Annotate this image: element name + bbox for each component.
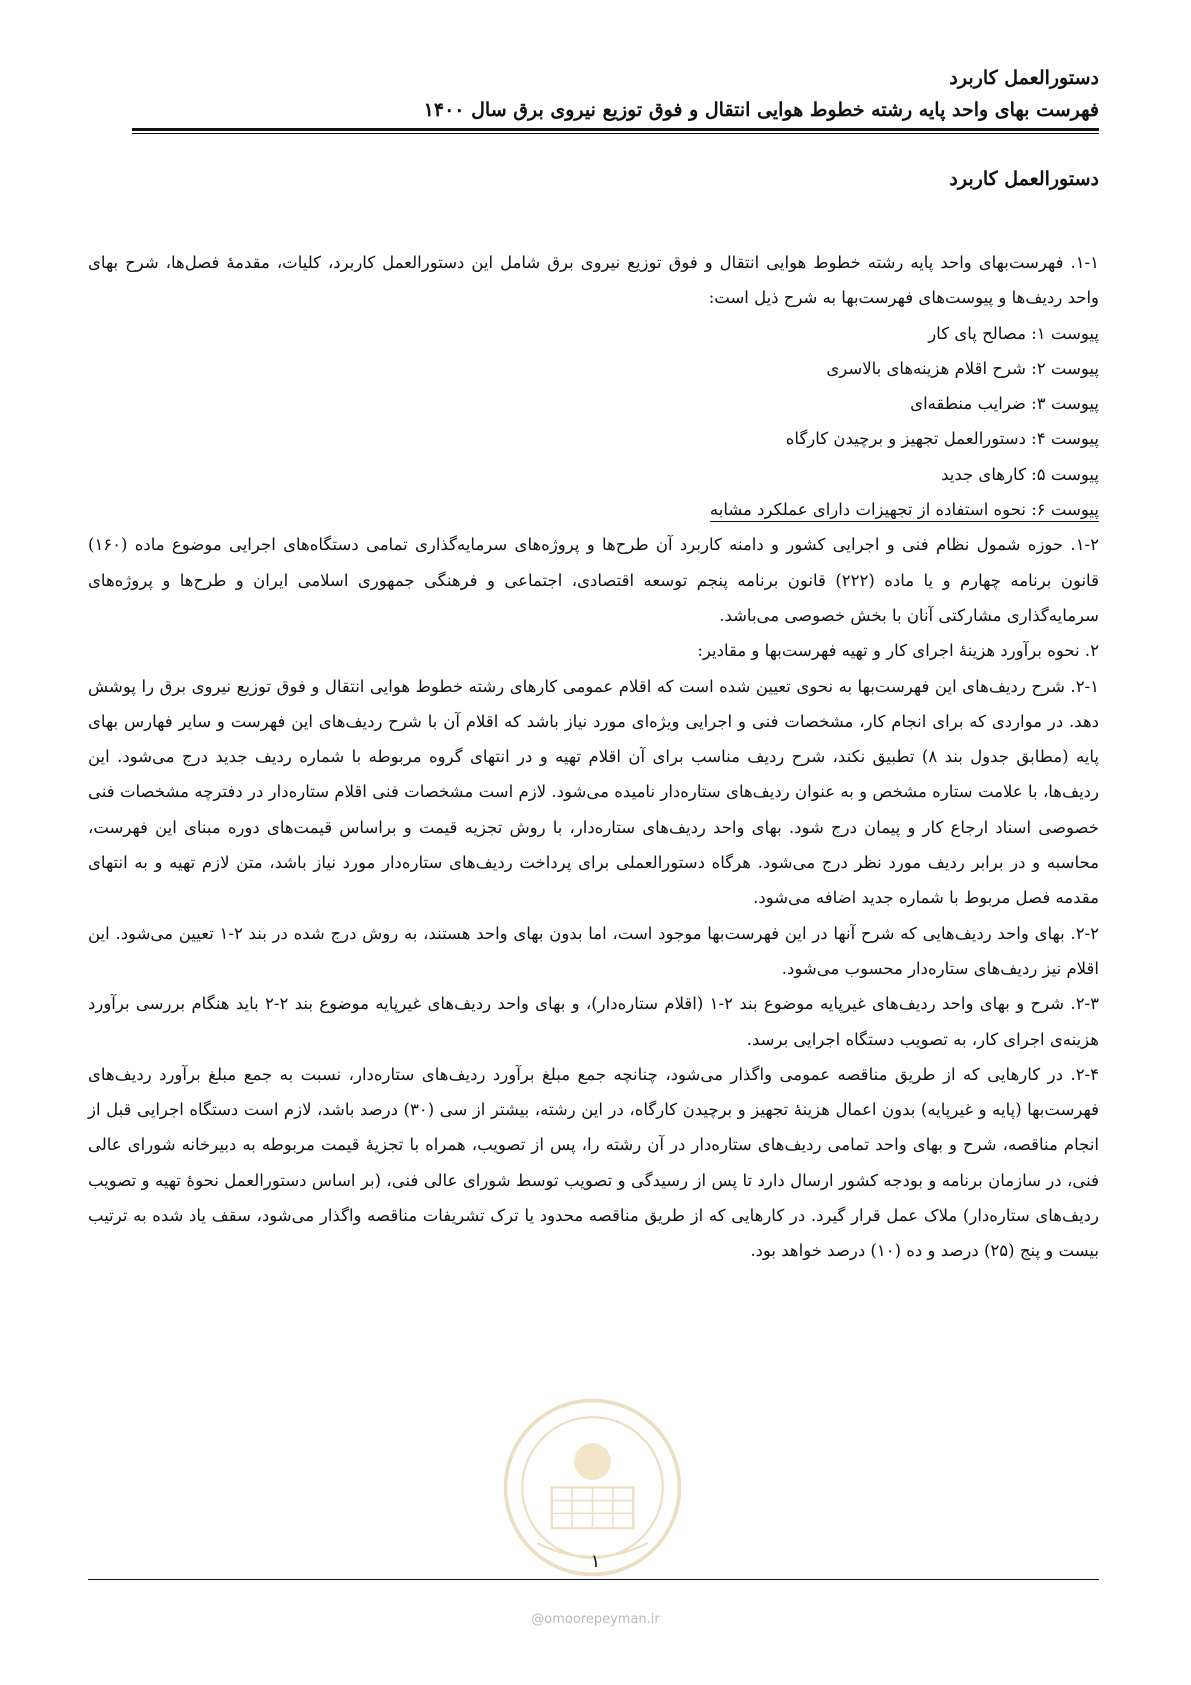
watermark-site-text: @omoorepeyman.ir: [531, 1612, 660, 1627]
annex-item-1: پیوست ۱: مصالح پای کار: [928, 323, 1099, 343]
paragraph-1-2: ۱-۲. حوزه شمول نظام فنی و اجرایی کشور و دامنه کاربرد آن طرح‌ها و پروژه‌های سرمایه‌گذاری تمامی دستگاه‌های اجرایی موضوع ماده (۱۶۰) قانون برنامه چهارم و یا ماده (۲۲۲) قانون برنامه پنجم توسعه اقتصادی، اجتماعی و فرهنگی جمهوری اسلامی ایران و طرح‌ها و پروژه‌های سرمایه‌گذاری مشارکتی آنان با بخش خصوصی می‌باشد.: [88, 535, 1099, 625]
paragraph-2-heading: ۲. نحوه برآورد هزینهٔ اجرای کار و تهیه فهرست‌بها و مقادیر:: [697, 641, 1099, 661]
annex-item-5: پیوست ۵: کارهای جدید: [941, 464, 1099, 484]
paragraph-2-3: ۲-۳. شرح و بهای واحد ردیف‌های غیرپایه موضوع بند ۲-۱ (اقلام ستاره‌دار)، و بهای واحد ردیف‌های غیرپایه موضوع بند ۲-۲ باید هنگام بررسی برآورد هزینه‌ی اجرای کار، به تصویب دستگاه اجرایی برسد.: [88, 994, 1099, 1049]
annex-item-4: پیوست ۴: دستورالعمل تجهیز و برچیدن کارگاه: [785, 429, 1099, 449]
annex-item-6-wrapper: [88, 492, 1099, 527]
paragraph-2-2: ۲-۲. بهای واحد ردیف‌هایی که شرح آنها در این فهرست‌بها موجود است، اما بدون بهای واحد هستند، به روش درج شده در بند ۲-۱ تعیین می‌شود. این اقلام نیز ردیف‌های ستاره‌دار محسوب می‌شود.: [88, 923, 1099, 978]
section-heading: دستورالعمل کاربرد: [949, 168, 1099, 190]
body-text: [88, 245, 1099, 1269]
footer-rule: [88, 1579, 1099, 1580]
header-title: دستورالعمل کاربرد: [949, 67, 1099, 89]
header-rule-thick: [132, 128, 1099, 131]
paragraph-1-1: ۱-۱. فهرست‌بهای واحد پایه رشته خطوط هوایی انتقال و فوق توزیع نیروی برق شامل این دستورالعمل کاربرد، کلیات، مقدمهٔ فصل‌ها، شرح بهای واحد ردیف‌ها و پیوست‌های فهرست‌بها به شرح ذیل است:: [88, 253, 1099, 308]
annex-item-2: پیوست ۲: شرح اقلام هزینه‌های بالاسری: [826, 358, 1099, 378]
running-header: [130, 62, 1099, 126]
header-subtitle: فهرست بهای واحد پایه رشته خطوط هوایی انتقال و فوق توزیع نیروی برق سال ۱۴۰۰: [423, 99, 1099, 121]
header-double-rule: [132, 128, 1099, 135]
page-number: ۱: [590, 1551, 601, 1572]
paragraph-2-1: ۲-۱. شرح ردیف‌های این فهرست‌بها به نحوی تعیین شده است که اقلام عمومی کارهای رشته خطوط هوایی انتقال و فوق توزیع نیروی برق را پوشش دهد. در مواردی که برای انجام کار، مشخصات فنی و اجرایی ویژه‌ای مورد نیاز باشد که اقلام آن با شرح ردیف‌های این فهرست و سایر فهارس بهای پایه (مطابق جدول بند ۸) تطبیق نکند، شرح ردیف مناسب برای آن اقلام تهیه و در انتهای گروه مربوطه با شماره ردیف جدید درج می‌شود. این ردیف‌ها، با علامت ستاره مشخص و به عنوان ردیف‌های ستاره‌دار نامیده می‌شود. لازم است مشخصات فنی اقلام ستاره‌دار در دفترچه مشخصات فنی خصوصی اسناد ارجاع کار و پیمان درج شود. بهای واحد ردیف‌های ستاره‌دار، با روش تجزیه قیمت و براساس قیمت‌های دوره مبنای این فهرست، محاسبه و در برابر ردیف مورد نظر درج می‌شود. هرگاه دستورالعملی برای پرداخت ردیف‌های ستاره‌دار مورد نیاز باشد، متن لازم تهیه و به انتهای مقدمه فصل مربوط با شماره جدید اضافه می‌شود.: [88, 676, 1100, 908]
annex-item-3: پیوست ۳: ضرایب منطقه‌ای: [910, 394, 1099, 414]
annex-item-6: پیوست ۶: نحوه استفاده از تجهیزات دارای عملکرد مشابه: [710, 500, 1099, 522]
paragraph-2-4: ۲-۴. در کارهایی که از طریق مناقصه عمومی واگذار می‌شود، چنانچه جمع مبلغ برآورد ردیف‌های ستاره‌دار، نسبت به جمع مبلغ برآورد ردیف‌های فهرست‌بها (پایه و غیرپایه) بدون اعمال هزینهٔ تجهیز و برچیدن کارگاه، در این رشته، بیشتر از سی (۳۰) درصد باشد، لازم است دستگاه اجرایی قبل از انجام مناقصه، شرح و بهای واحد تمامی ردیف‌های ستاره‌دار در آن رشته را، پس از تصویب، همراه با تجزیهٔ قیمت مربوطه به دبیرخانه شورای عالی فنی، در سازمان برنامه و بودجه کشور ارسال دارد تا پس از رسیدگی و تصویب توسط شورای عالی فنی، (بر اساس دستورالعمل نحوهٔ تهیه و تصویب ردیف‌های ستاره‌دار) ملاک عمل قرار گیرد. در کارهایی که از طریق مناقصه محدود یا ترک تشریفات مناقصه واگذار می‌شود، سقف یاد شده به ترتیب بیست و پنج (۲۵) درصد و ده (۱۰) درصد خواهد بود.: [88, 1064, 1100, 1261]
header-rule-thin: [132, 133, 1099, 134]
